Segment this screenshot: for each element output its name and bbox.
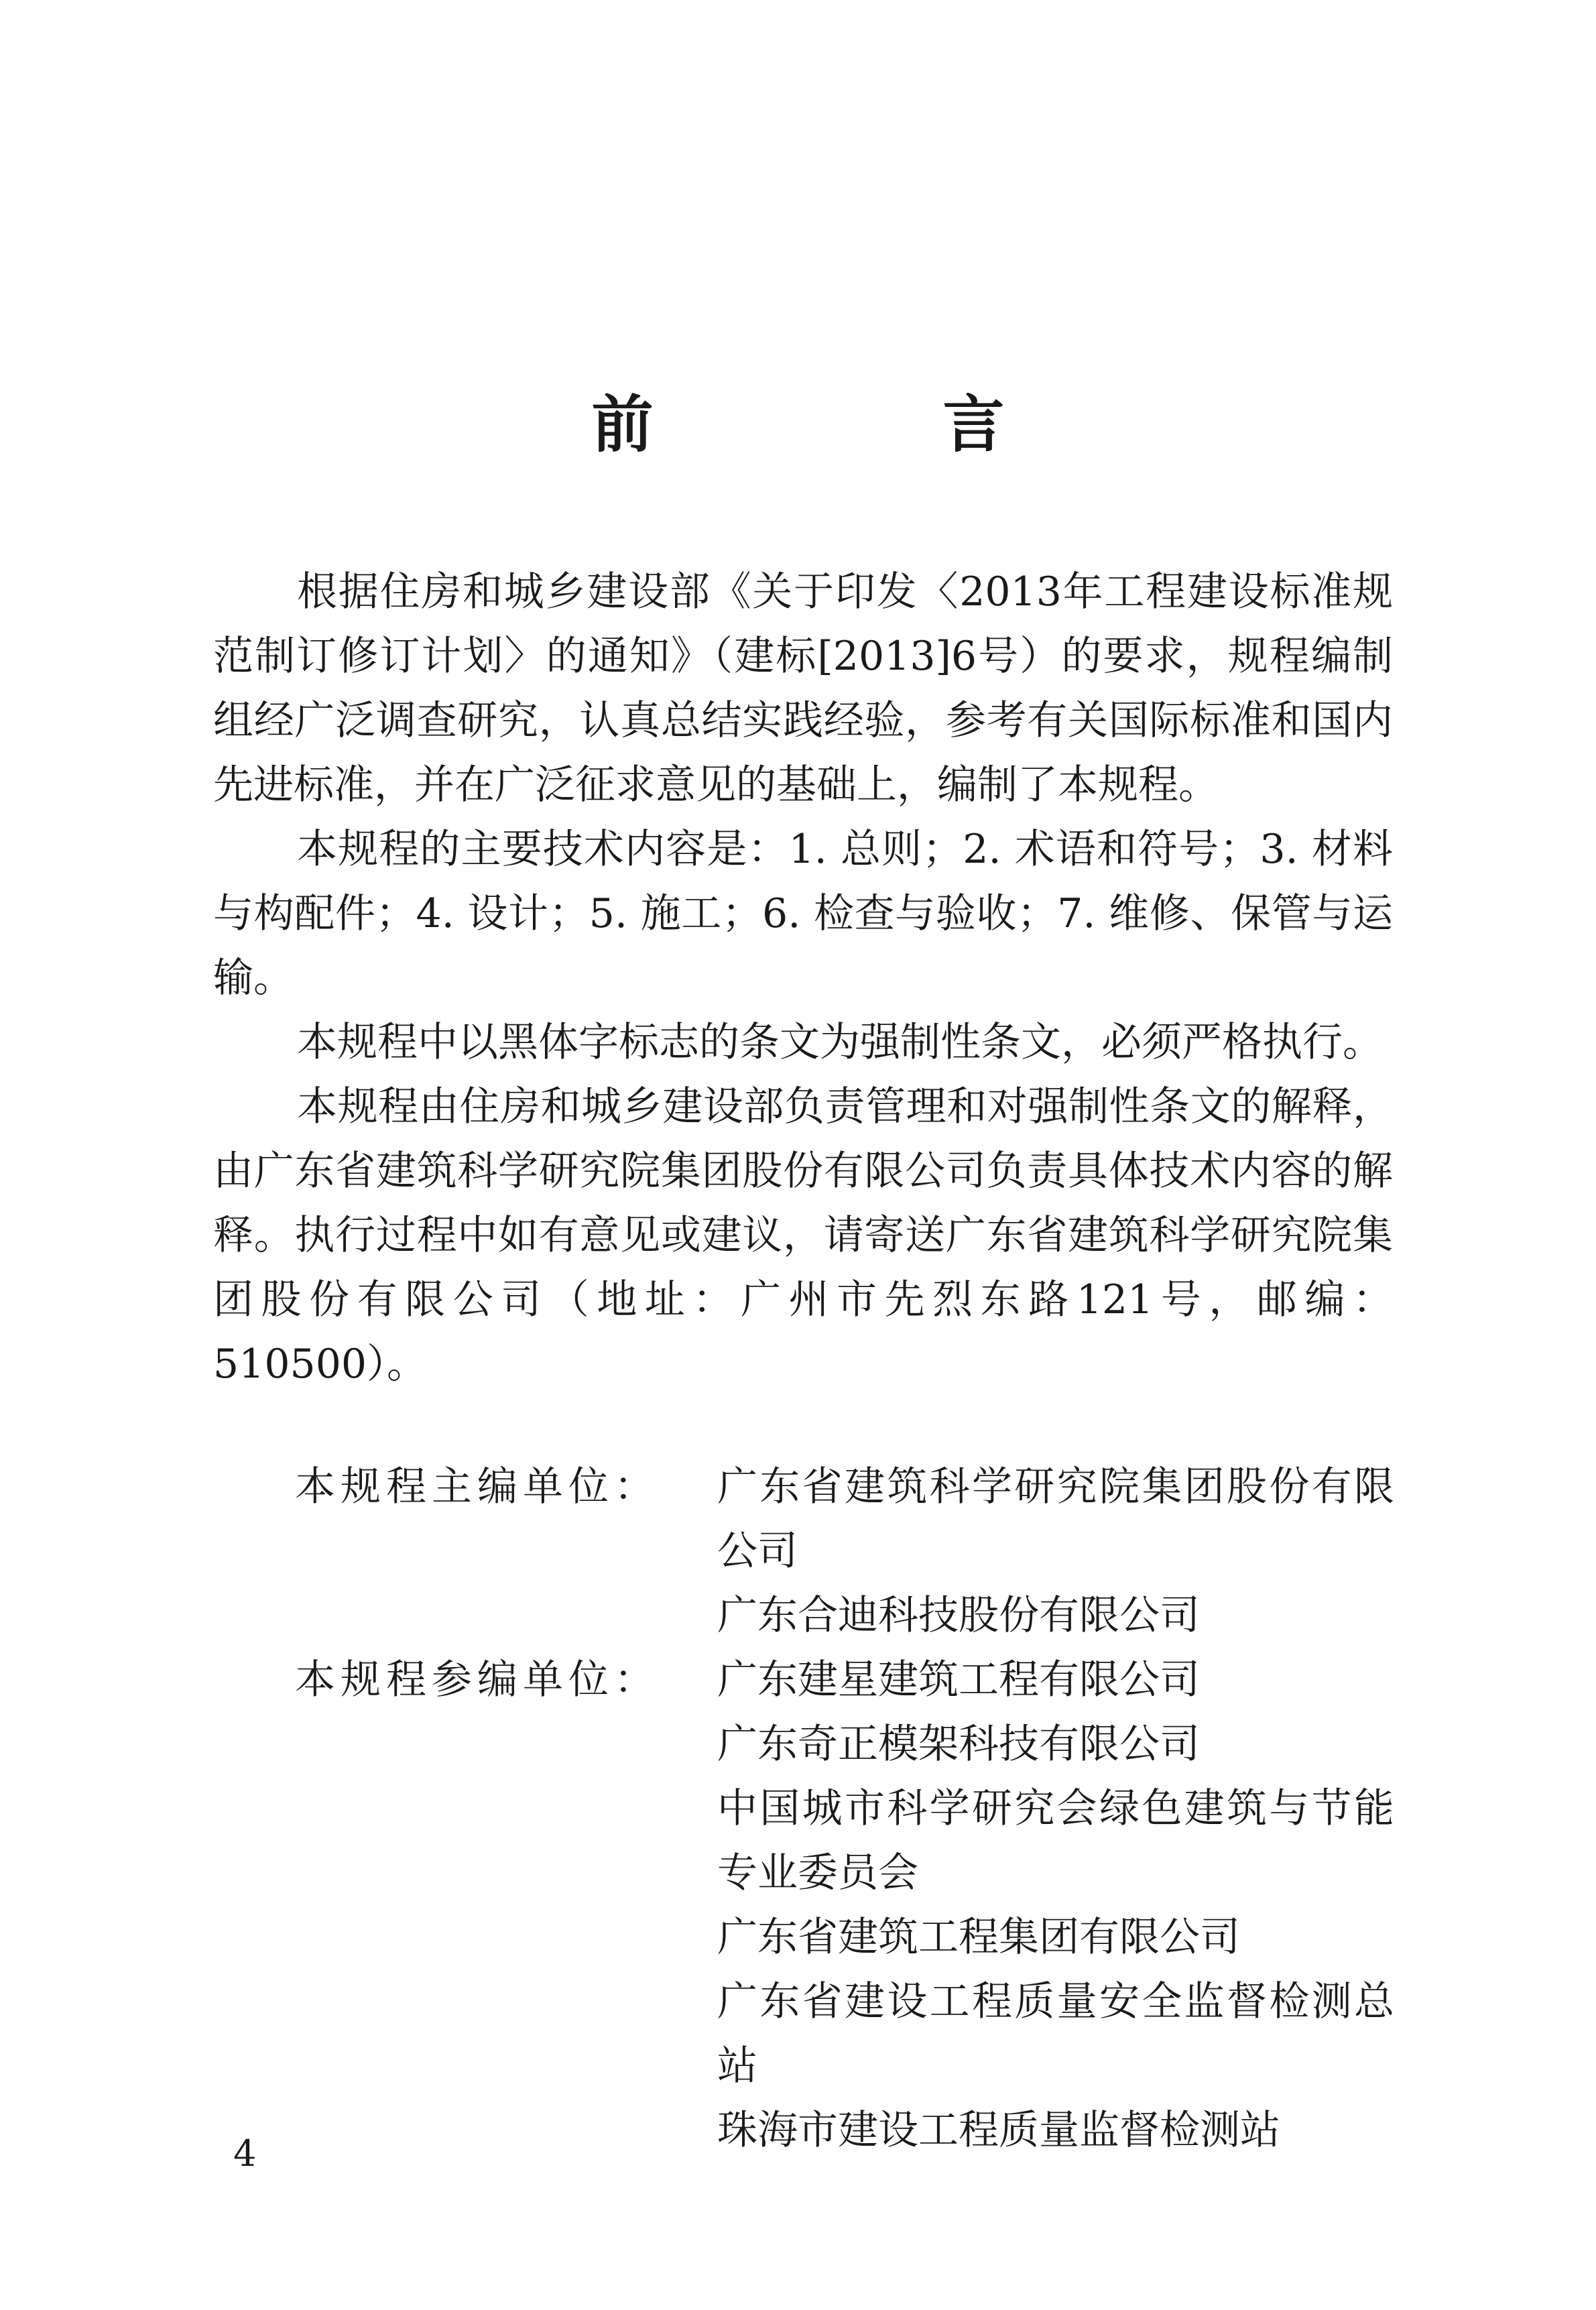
participating-unit-item: 广东省建筑工程集团有限公司: [717, 1914, 1240, 1961]
participating-units-row: [295, 1648, 1394, 2163]
participating-unit-item: 广东省建设工程质量安全监督检测总站: [717, 1978, 1394, 2089]
organization-list: [295, 1455, 1394, 2163]
chief-units-label: 本规程主编单位：: [295, 1463, 660, 1510]
preface-paragraph-3: 本规程中以黑体字标志的条文为强制性条文，必须严格执行。: [297, 1019, 1383, 1066]
page-title: 前 言: [591, 389, 1119, 461]
chief-units-list: [717, 1455, 1394, 1648]
preface-paragraph-1: 根据住房和城乡建设部《关于印发〈2013年工程建设标准规范制订修订计划〉的通知》（建标[2013]6号）的要求，规程编制组经广泛调查研究，认真总结实践经验，参考有关国际标准和国内先进标准，并在广泛征求意见的基础上，编制了本规程。: [213, 568, 1393, 808]
participating-units-label: 本规程参编单位：: [295, 1656, 660, 1703]
participating-unit-item: 广东奇正模架科技有限公司: [717, 1721, 1200, 1768]
preface-body: [213, 560, 1393, 1396]
participating-unit-item: 广东建星建筑工程有限公司: [717, 1656, 1200, 1703]
participating-units-list: [717, 1648, 1394, 2163]
chief-unit-item: 广东省建筑科学研究院集团股份有限公司: [717, 1463, 1394, 1575]
participating-unit-item: 中国城市科学研究会绿色建筑与节能专业委员会: [717, 1785, 1394, 1896]
chief-unit-item: 广东合迪科技股份有限公司: [717, 1592, 1200, 1639]
participating-unit-item: 珠海市建设工程质量监督检测站: [717, 2107, 1280, 2154]
page-number: 4: [233, 2132, 257, 2175]
chief-units-row: [295, 1455, 1394, 1648]
preface-paragraph-4: 本规程由住房和城乡建设部负责管理和对强制性条文的解释，由广东省建筑科学研究院集团股份有限公司负责具体技术内容的解释。执行过程中如有意见或建议，请寄送广东省建筑科学研究院集团股份有限公司（地址：广州市先烈东路121号，邮编：510500）。: [213, 1083, 1393, 1388]
preface-paragraph-2: 本规程的主要技术内容是：1. 总则；2. 术语和符号；3. 材料与构配件；4. 设计；5. 施工；6. 检查与验收；7. 维修、保管与运输。: [213, 826, 1393, 1001]
